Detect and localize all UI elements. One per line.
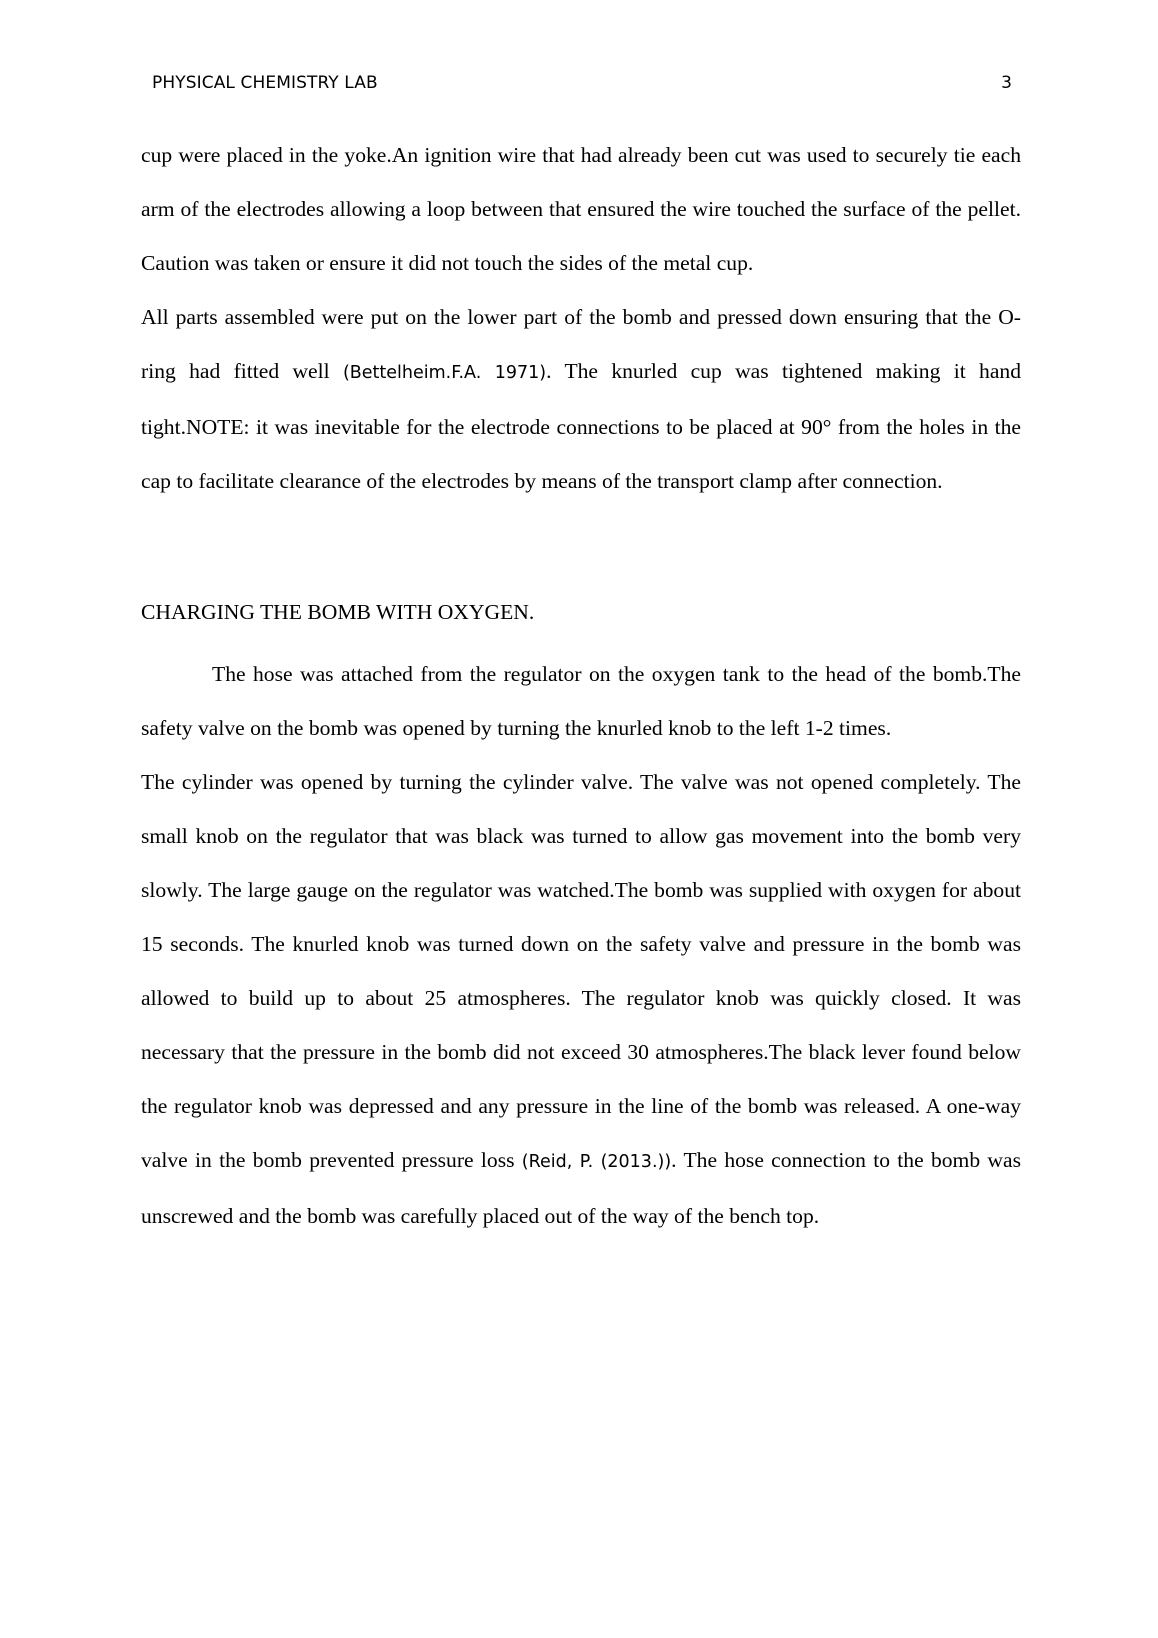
- section-heading-charging: CHARGING THE BOMB WITH OXYGEN.: [141, 600, 535, 624]
- paragraph-electrode-wiring: cup were placed in the yoke.An ignition wire that had already been cut was used to securely tie each arm of the electrodes allowing a loop between that ensured the wire touched the surface of the pellet. Caution was taken or ensure it did not touch the sides of the metal cup.: [141, 143, 1021, 275]
- section-spacer: [141, 508, 1021, 577]
- paragraph-text: The cylinder was opened by turning the cylinder valve. The valve was not opened completely. The small knob on the regulator that was black was turned to allow gas movement into the bomb very slowly. The large gauge on the regulator was watched.The bomb was supplied with oxygen for about 15 seconds. The knurled knob was turned down on the safety valve and pressure in the bomb was allowed to build up to about 25 atmospheres. The regulator knob was quickly closed. It was necessary that the pressure in the bomb did not exceed 30 atmospheres.The black lever found below the regulator knob was depressed and any pressure in the line of the bomb was released. A one-way valve in the bomb prevented pressure loss: [141, 770, 1021, 1172]
- citation-bettelheim: (Bettelheim.F.A. 1971): [342, 363, 547, 383]
- paragraph-text: . The hose connection to the bomb was unscrewed and the bomb was carefully placed out of the way of the bench top.: [141, 1148, 1021, 1228]
- paragraph-text: All parts assembled were put on the lower part of the bomb and pressed down ensuring that the O-ring had fitted well: [141, 305, 1021, 383]
- body-text: [141, 128, 1021, 1243]
- running-title: PHYSICAL CHEMISTRY LAB: [152, 73, 378, 93]
- paragraph-oxygen-charging: [141, 755, 1021, 1243]
- page-number: 3: [1001, 73, 1012, 93]
- paragraph-hose-attachment: The hose was attached from the regulator on the oxygen tank to the head of the bomb.The safety valve on the bomb was opened by turning the knurled knob to the left 1-2 times.: [141, 662, 1021, 740]
- citation-reid: (Reid, P. (2013.)): [521, 1152, 672, 1172]
- paragraph-text: . The knurled cup was tightened making it hand tight.NOTE: it was inevitable for the electrode connections to be placed at 90° from the holes in the cap to facilitate clearance of the electrodes by means of the transport clamp after connection.: [141, 359, 1021, 493]
- running-header: [152, 70, 1012, 96]
- paragraph-bomb-assembly: [141, 290, 1021, 508]
